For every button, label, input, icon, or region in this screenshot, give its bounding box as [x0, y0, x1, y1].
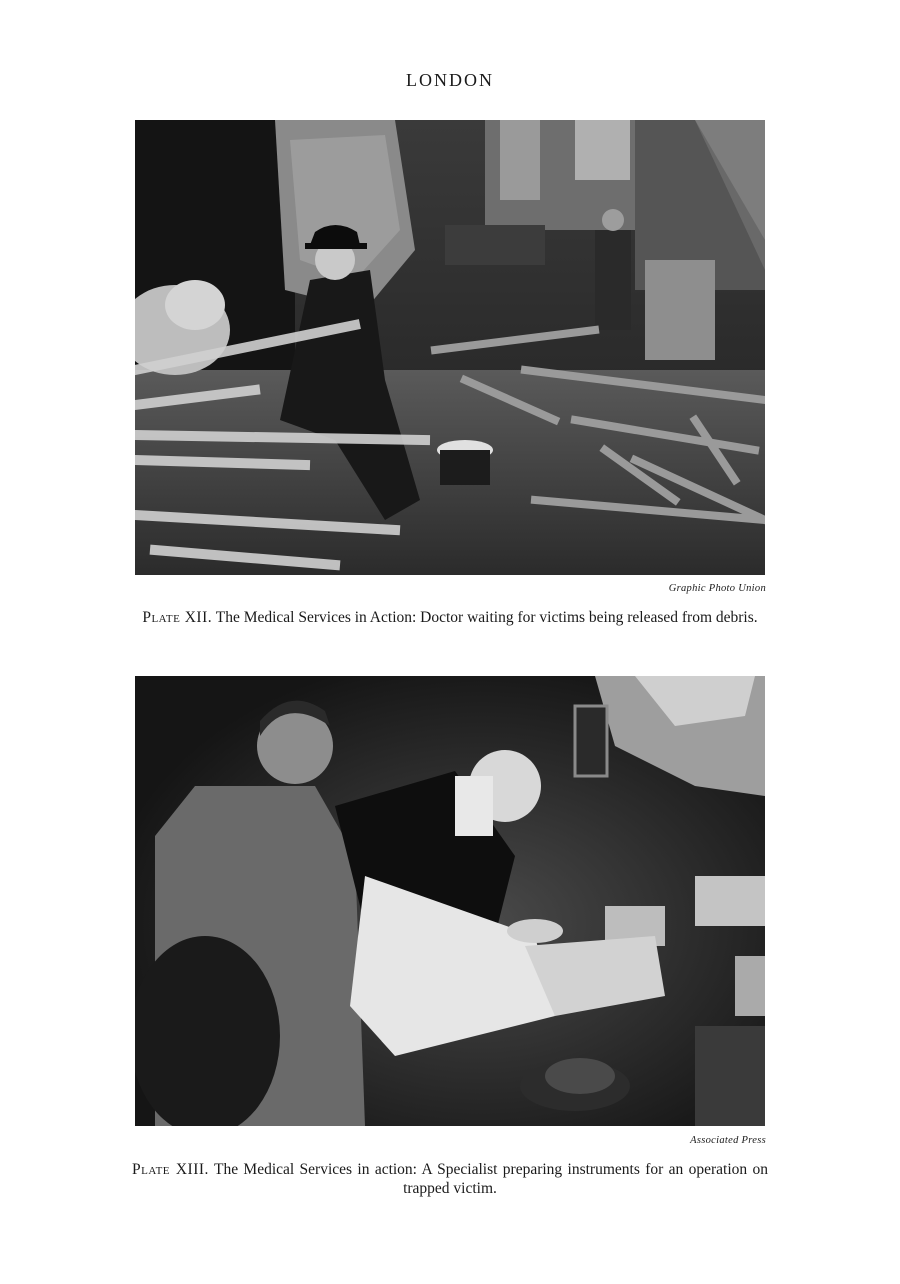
plate-caption — [132, 1160, 768, 1198]
plate-xiii-photograph — [135, 676, 765, 1126]
caption-text: The Medical Services in Action: Doctor waiting for victims being released from debris. — [212, 609, 758, 626]
running-head: LONDON — [406, 70, 494, 90]
plate-label: Plate XIII. — [132, 1161, 209, 1178]
plate-label: Plate XII. — [142, 609, 213, 626]
photo-credit: Graphic Photo Union — [668, 583, 766, 594]
plate-xii-photograph — [135, 120, 765, 575]
photo-credit: Associated Press — [690, 1135, 766, 1146]
plate-caption — [132, 608, 768, 627]
caption-text: The Medical Services in action: A Specialist preparing instruments for an operation on trapped victim. — [208, 1161, 768, 1197]
